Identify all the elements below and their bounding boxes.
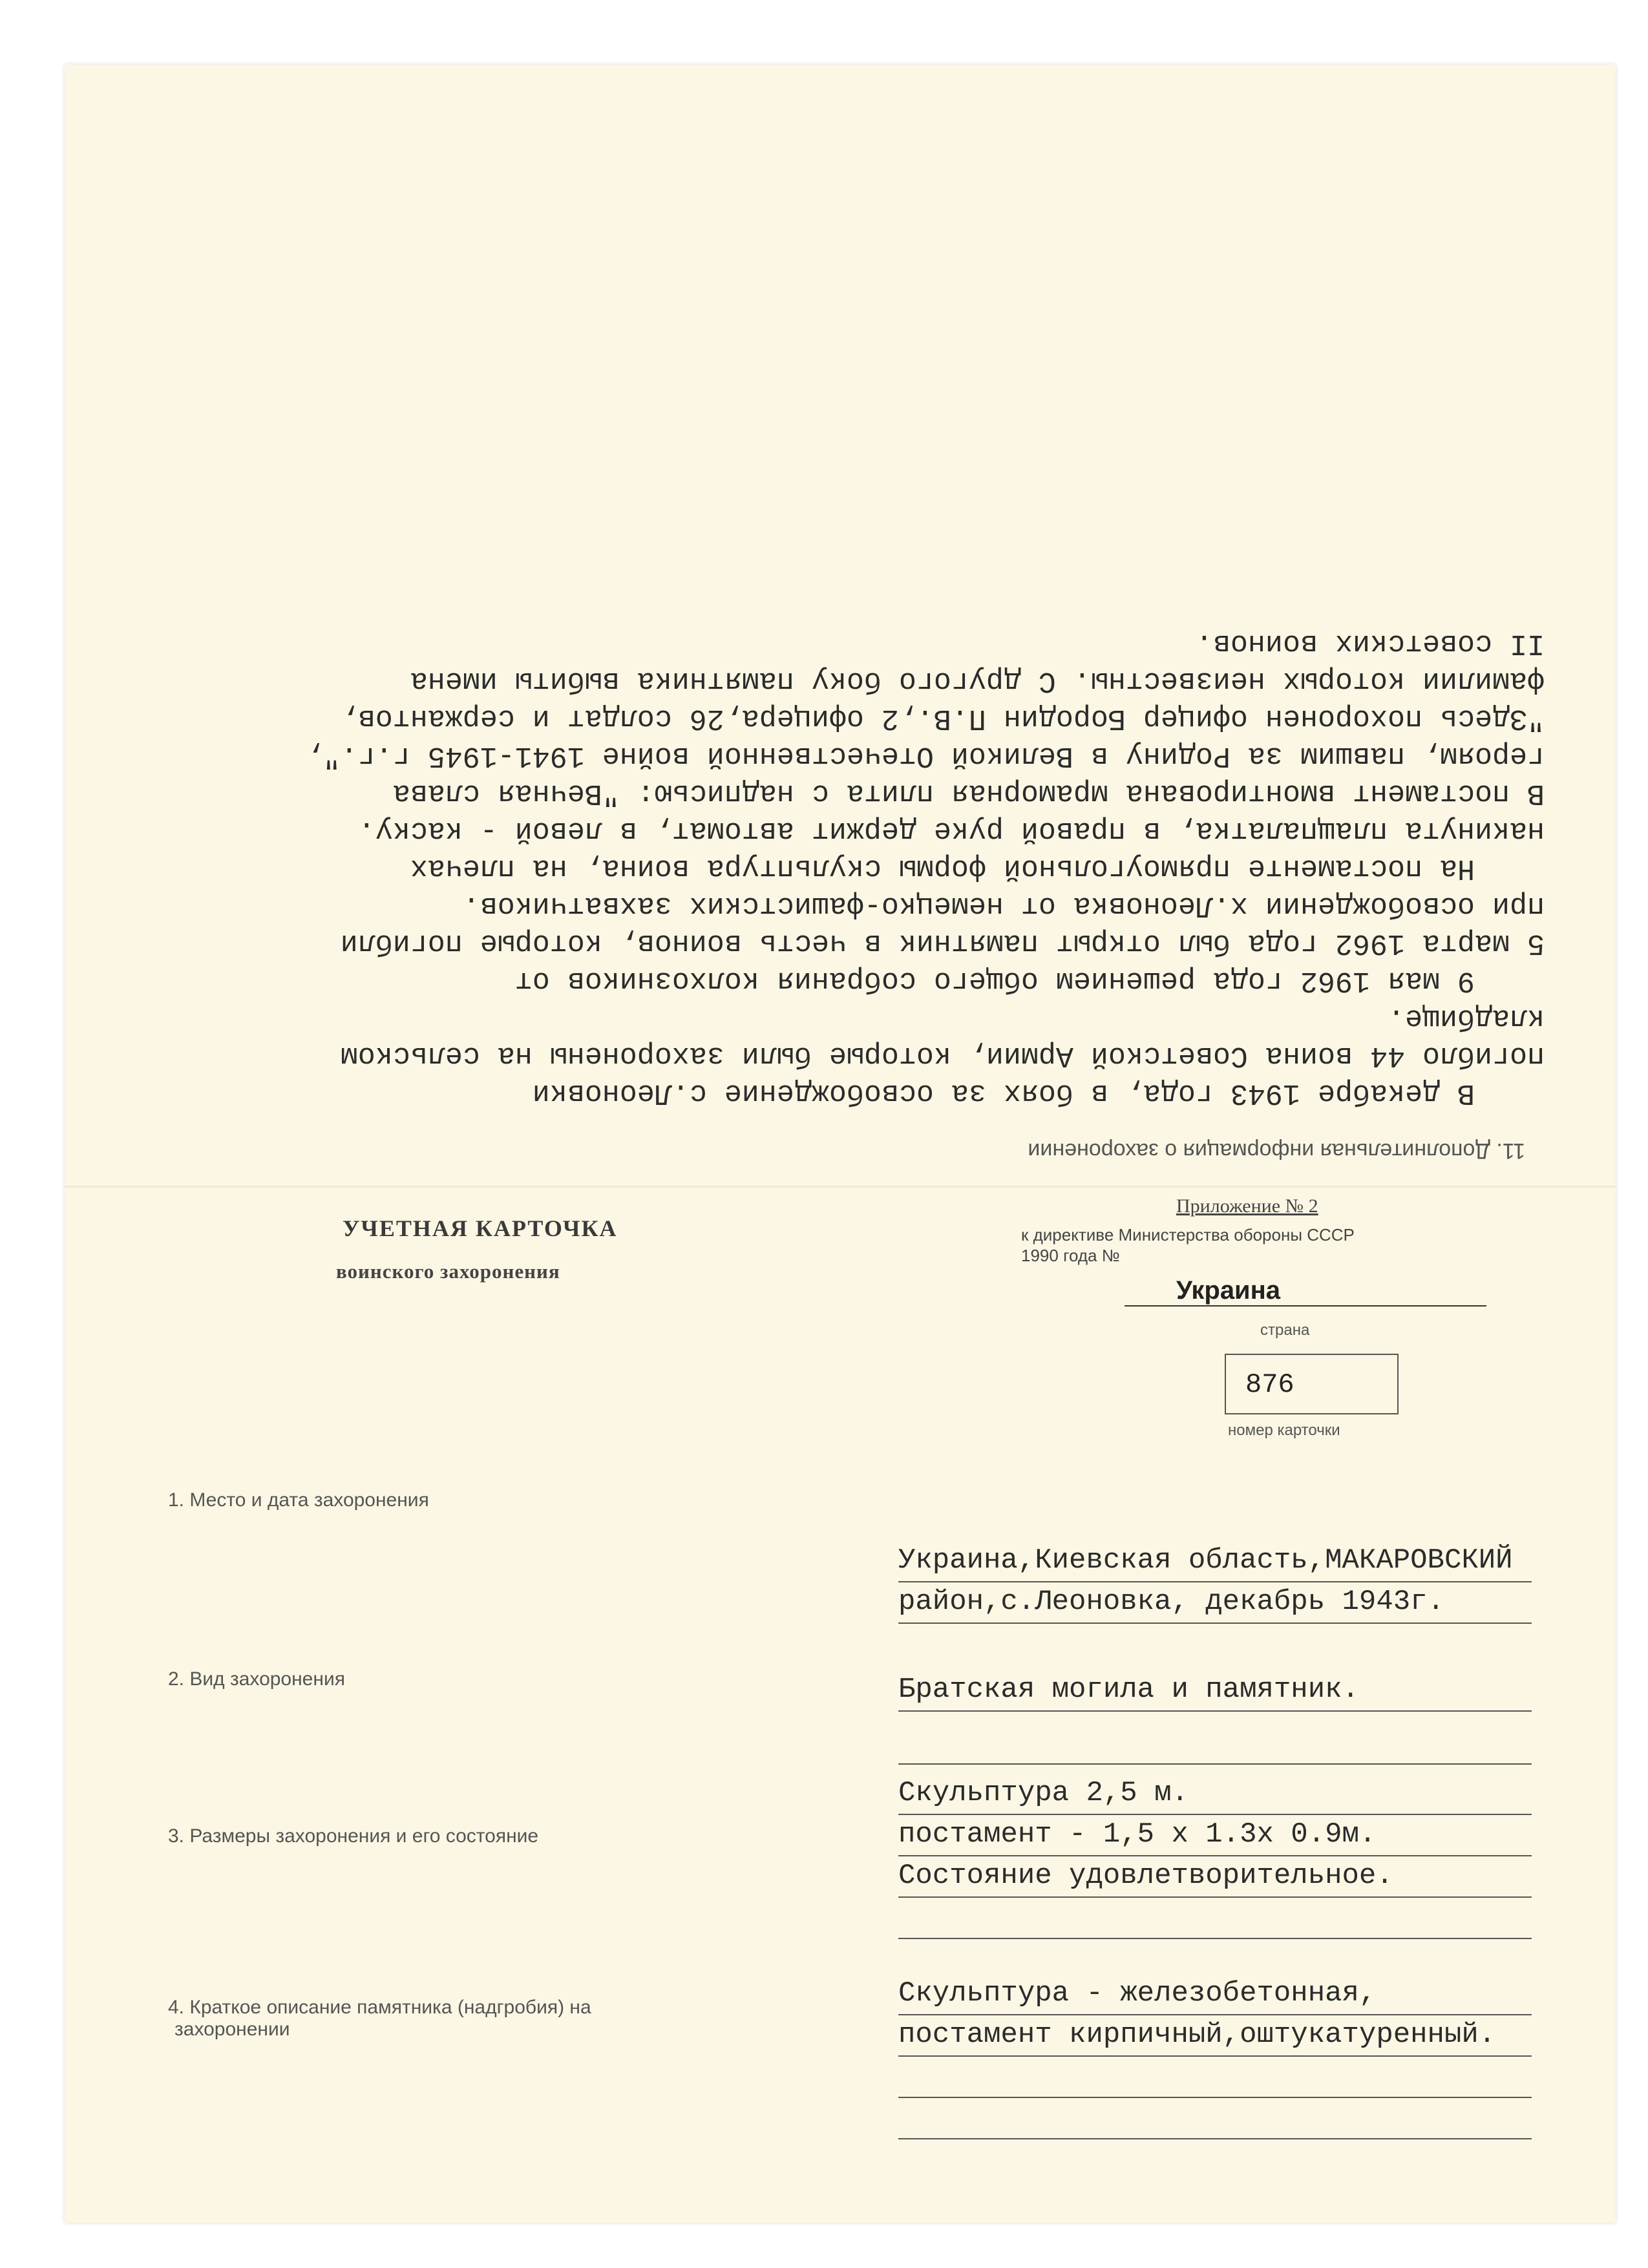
additional-info-section: [136, 323, 1545, 1163]
card-number-value: 876: [1245, 1369, 1294, 1400]
item-2-value-line: Братская могила и памятник.: [898, 1670, 1532, 1712]
card-title: УЧЕТНАЯ КАРТОЧКА: [343, 1215, 618, 1241]
country-label: страна: [1260, 1321, 1310, 1339]
item-4-label-line: 4. Краткое описание памятника (надгробия) на: [168, 1997, 591, 2018]
item-4-value-line: Скульптура - железобетонная,: [898, 1974, 1532, 2015]
text-line: II советских воинов.: [1195, 627, 1545, 660]
document-sheet: [65, 65, 1616, 2223]
item-3-value-line: [898, 1898, 1532, 1939]
item-3-values: [898, 1774, 1532, 1939]
text-line: "Здесь похоронен офицер Бородин П.В.,2 офицера,26 солдат и сержантов,: [340, 702, 1545, 735]
text-line: героям, павшим за Родину в Великой Отечественной войне 1941-1945 г.г.",: [305, 739, 1545, 772]
text-line: 9 мая 1962 года решением общего собрания колхозников от: [514, 964, 1545, 997]
card-subtitle: воинского захоронения: [336, 1260, 560, 1283]
item-2-values: [898, 1670, 1532, 1765]
text-line: кладбище.: [1387, 1002, 1545, 1034]
item-4-label-line: захоронении: [174, 2019, 290, 2040]
item-1-value-line: Украина,Киевская область,МАКАРОВСКИЙ: [898, 1541, 1532, 1582]
fold-line: [65, 1186, 1616, 1188]
item-3-value-line: Состояние удовлетворительное.: [898, 1856, 1532, 1898]
card-number-box: [1225, 1354, 1399, 1414]
item-1-value-line: район,с.Леоновка, декабрь 1943г.: [898, 1582, 1532, 1624]
text-line: 5 марта 1962 года был открыт памятник в честь воинов, которые погибли: [340, 927, 1545, 960]
item-2-label: 2. Вид захоронения: [168, 1668, 345, 1690]
item-4-value-line: [898, 2057, 1532, 2098]
directive-line: 1990 года №: [1021, 1246, 1120, 1265]
item-3-value-line: Скульптура 2,5 м.: [898, 1774, 1532, 1815]
additional-info-heading: 11. Дополнительная информация о захоронении: [1028, 1139, 1525, 1163]
text-line: На постаменте прямоугольной формы скульптура воина, на плечах: [410, 852, 1545, 885]
text-line: фамилии которых неизвестны. С другого боку памятника выбиты имена: [410, 664, 1545, 697]
text-line: при освобождении х.Леоновка от немецко-фашистских захватчиков.: [462, 889, 1545, 922]
text-line: В декабре 1943 года, в боях за освобождение с.Леоновки: [532, 1076, 1545, 1109]
item-4-value-line: [898, 2098, 1532, 2139]
directive-line: к директиве Министерства обороны СССР: [1021, 1225, 1355, 1244]
item-4-values: [898, 1974, 1532, 2139]
registration-card: [65, 1189, 1616, 2223]
item-4-value-line: постамент кирпичный,оштукатуренный.: [898, 2015, 1532, 2057]
item-4-label: [168, 1997, 591, 2041]
card-number-label: номер карточки: [1228, 1422, 1340, 1439]
item-1-label: 1. Место и дата захоронения: [168, 1489, 429, 1511]
text-line: накинута плащпалатка, в правой руке держит автомат, в левой - каску.: [357, 814, 1545, 847]
item-2-value-line: [898, 1712, 1532, 1765]
item-1-values: [898, 1541, 1532, 1624]
item-3-label: 3. Размеры захоронения и его состояние: [168, 1825, 539, 1847]
directive-text: [1021, 1224, 1474, 1266]
text-line: В постамент вмонтирована мраморная плита с надписью: "Вечная слава: [392, 777, 1545, 810]
text-line: погибло 44 воина Советской Армии, которые были захоронены на сельском: [340, 1039, 1545, 1072]
additional-info-text: [136, 624, 1545, 1111]
appendix-label: Приложение № 2: [1176, 1195, 1318, 1217]
country-field: Украина: [1125, 1276, 1486, 1307]
item-3-value-line: постамент - 1,5 х 1.3х 0.9м.: [898, 1815, 1532, 1856]
